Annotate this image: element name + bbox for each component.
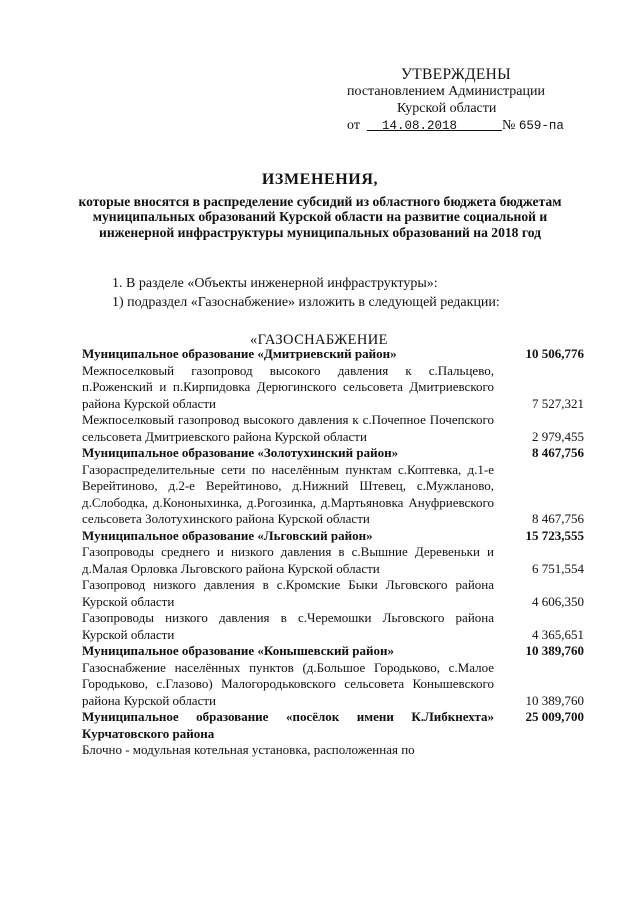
- project-row: [82, 544, 584, 577]
- municipality-total: 15 723,555: [525, 527, 584, 543]
- project-description: Газопроводы низкого давления в с.Черемошки Льговского района Курской области: [82, 610, 494, 642]
- project-amount: 2 979,455: [532, 428, 584, 444]
- approval-title: УТВЕРЖДЕНЫ: [401, 66, 511, 83]
- project-amount: 7 527,321: [532, 395, 584, 411]
- project-amount: 4 365,651: [532, 626, 584, 642]
- intro-text: [112, 274, 582, 312]
- document-heading: [60, 172, 580, 240]
- project-row: [82, 610, 584, 643]
- municipality-name: Муниципальное образование «Льговский район»: [82, 527, 373, 543]
- project-amount: 6 751,554: [532, 560, 584, 576]
- project-row: [82, 363, 584, 413]
- municipality-row: [82, 346, 584, 363]
- subsidy-table: [82, 346, 584, 759]
- approval-number: 659-па: [518, 119, 564, 133]
- project-amount: 8 467,756: [532, 511, 584, 526]
- approval-date: 14.08.2018: [381, 119, 457, 133]
- project-row: [82, 660, 584, 710]
- project-row: [82, 577, 584, 610]
- project-description: Межпоселковый газопровод высокого давления к с.Пальцево, п.Роженский и п.Кирпидовка Дерюгинского сельсовета Дмитриевского района Курской области: [82, 362, 494, 411]
- municipality-total: 10 506,776: [525, 346, 584, 361]
- project-description: Межпоселковый газопровод высокого давления к с.Почепное Почепского сельсовета Дмитриевского района Курской области: [82, 412, 494, 444]
- municipality-name: Муниципальное образование «посёлок имени К.Либкнехта» Курчатовского района: [82, 709, 494, 741]
- municipality-name: Муниципальное образование «Конышевский район»: [82, 643, 394, 658]
- approval-line-resolution: постановлением Администрации: [347, 84, 545, 99]
- date-prefix: от: [347, 118, 360, 133]
- municipality-row: [82, 528, 584, 545]
- intro-paragraph-2: 1) подраздел «Газоснабжение» изложить в следующей редакции:: [112, 295, 500, 310]
- approval-block: [345, 66, 595, 135]
- project-amount: 4 606,350: [532, 593, 584, 609]
- municipality-row: [82, 445, 584, 462]
- project-row: [82, 412, 584, 445]
- heading-subtitle: которые вносятся в распределение субсидий из областного бюджета бюджетам муниципальных образований Курской области на развитие социальной и инженерной инфраструктуры муниципальных образований на 2018 год: [78, 193, 562, 240]
- section-title: «ГАЗОСНАБЖЕНИЕ: [250, 332, 388, 348]
- project-row: [82, 462, 584, 528]
- municipality-name: Муниципальное образование «Дмитриевский район»: [82, 346, 397, 361]
- approval-line-region: Курской области: [397, 101, 497, 116]
- project-row: [82, 742, 584, 759]
- project-description: Газораспределительные сети по населённым пунктам с.Коптевка, д.1-е Верейтиново, д.2-е Верейтиново, д.Нижний Штевец, с.Мужланово, д.Слободка, д.Кононыхинка, д.Рогозинка, д.Мартьяновка Ануфриевского сельсовета Золотухинского района Курской области: [82, 461, 494, 526]
- municipality-row: [82, 709, 584, 742]
- municipality-name: Муниципальное образование «Золотухинский район»: [82, 445, 399, 460]
- number-prefix: №: [501, 118, 516, 133]
- project-description: Газопровод низкого давления в с.Кромские Быки Льговского района Курской области: [82, 577, 494, 609]
- municipality-total: 8 467,756: [532, 445, 584, 460]
- heading-title: ИЗМЕНЕНИЯ,: [261, 171, 379, 188]
- intro-paragraph-1: 1. В разделе «Объекты инженерной инфраструктуры»:: [112, 276, 438, 291]
- project-description: Блочно - модульная котельная установка, расположенная по: [82, 742, 415, 757]
- project-description: Газоснабжение населённых пунктов (д.Большое Городьково, с.Малое Городьково, с.Глазово) Малогородьковского сельсовета Конышевского района Курской области: [82, 659, 494, 708]
- project-description: Газопроводы среднего и низкого давления в с.Вышние Деревеньки и д.Малая Орловка Льговского района Курской области: [82, 544, 494, 576]
- municipality-total: 10 389,760: [525, 643, 584, 658]
- project-amount: 10 389,760: [525, 692, 584, 708]
- municipality-total: 25 009,700: [525, 709, 584, 724]
- approval-date-line: [345, 117, 595, 135]
- municipality-row: [82, 643, 584, 660]
